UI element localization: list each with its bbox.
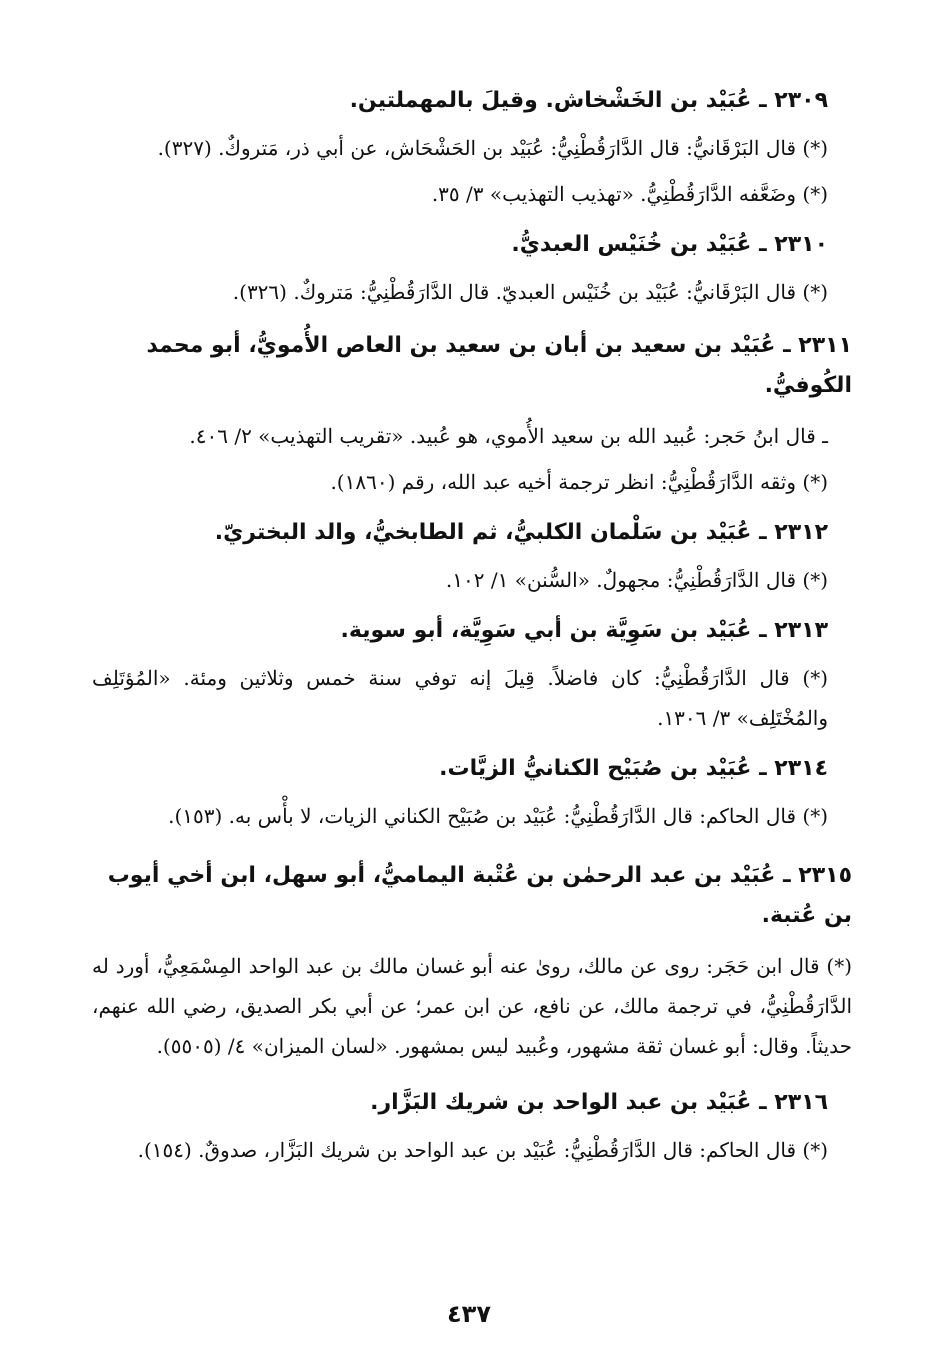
entry-2311: [92, 326, 852, 502]
document-page: [92, 84, 852, 1176]
entry-note: (*) وثقه الدَّارَقُطْنِيُّ: انظر ترجمة أخيه عبد الله، رقم (١٨٦٠).: [330, 470, 828, 494]
entry-2314: [92, 752, 852, 836]
entry-heading: ٢٣١٦ ـ عُبَيْد بن عبد الواحد بن شريك البَزَّار.: [370, 1090, 828, 1115]
entry-note: (*) قال الحاكم: قال الدَّارَقُطْنِيُّ: عُبَيْد بن صُبَيْح الكناني الزيات، لا بأْس به. (١٥٣).: [168, 804, 828, 828]
entry-note: (*) قال ابن حَجَر: روى عن مالك، روىٰ عنه أبو غسان مالك بن عبد الواحد المِسْمَعِيُّ، أورد له الدَّارَقُطْنِيُّ، في ترجمة مالك، عن نافع، عن ابن عمر؛ عن أبي بكر الصديق، رضي الله عنهم، حديثاً. وقال: أبو غسان ثقة مشهور، وعُبيد ليس بمشهور. «لسان الميزان» ٤/ (٥٥٠٥).: [92, 954, 852, 1058]
entry-heading: ٢٣١٣ ـ عُبَيْد بن سَوِيَّة بن أبي سَوِيَّة، أبو سوية.: [340, 618, 828, 643]
entry-2312: [92, 516, 852, 600]
entry-heading: ٢٣١٥ ـ عُبَيْد بن عبد الرحمٰن بن عُتْبة اليماميُّ، أبو سهل، ابن أخي أيوب بن عُتبة.: [107, 863, 852, 928]
entry-heading: ٢٣١٤ ـ عُبَيْد بن صُبَيْح الكنانيُّ الزيَّات.: [439, 756, 828, 781]
entry-note: (*) وضَعَّفه الدَّارَقُطْنِيُّ. «تهذيب التهذيب» ٣/ ٣٥.: [431, 182, 828, 206]
entry-heading: ٢٣٠٩ ـ عُبَيْد بن الخَشْخاش. وقيلَ بالمهملتين.: [349, 88, 828, 113]
entry-heading: ٢٣١٠ ـ عُبَيْد بن خُنَيْس العبديُّ.: [511, 232, 828, 257]
entry-2310: [92, 228, 852, 312]
page-number: ٤٣٧: [447, 1300, 491, 1328]
entry-heading: ٢٣١٢ ـ عُبَيْد بن سَلْمان الكلبيُّ، ثم الطابخيُّ، والد البختريّ.: [214, 520, 828, 545]
entry-note: (*) قال الدَّارَقُطْنِيُّ: كان فاضلاً. قِيلَ إنه توفي سنة خمس وثلاثين ومئة. «المُؤتَلِف والمُخْتَلِف» ٣/ ١٣٠٦.: [92, 666, 828, 730]
entry-note: ـ قال ابنُ حَجر: عُبيد الله بن سعيد الأُموي، هو عُبيد. «تقريب التهذيب» ٢/ ٤٠٦.: [189, 424, 828, 448]
entry-2315: [92, 856, 852, 1066]
entry-2316: [92, 1086, 852, 1170]
entry-note: (*) قال الحاكم: قال الدَّارَقُطْنِيُّ: عُبَيْد بن عبد الواحد بن شريك البَزَّار، صدوقٌ. (١٥٤).: [137, 1138, 828, 1162]
entry-heading: ٢٣١١ ـ عُبَيْد بن سعيد بن أبان بن سعيد بن العاص الأُمويُّ، أبو محمد الكُوفيُّ.: [146, 333, 852, 398]
entry-note: (*) قال الدَّارَقُطْنِيُّ: مجهولٌ. «السُّنن» ١/ ١٠٢.: [445, 568, 828, 592]
entry-note: (*) قال البَرْقَانيُّ: قال الدَّارَقُطْنِيُّ: عُبَيْد بن الحَشْحَاش، عن أبي ذر، مَتروكٌ. (٣٢٧).: [157, 136, 828, 160]
entry-2313: [92, 614, 852, 738]
entry-note: (*) قال البَرْقَانيُّ: عُبَيْد بن خُنَيْس العبديّ. قال الدَّارَقُطْنِيُّ: مَتروكٌ. (٣٢٦).: [232, 280, 828, 304]
entry-2309: [92, 84, 852, 214]
